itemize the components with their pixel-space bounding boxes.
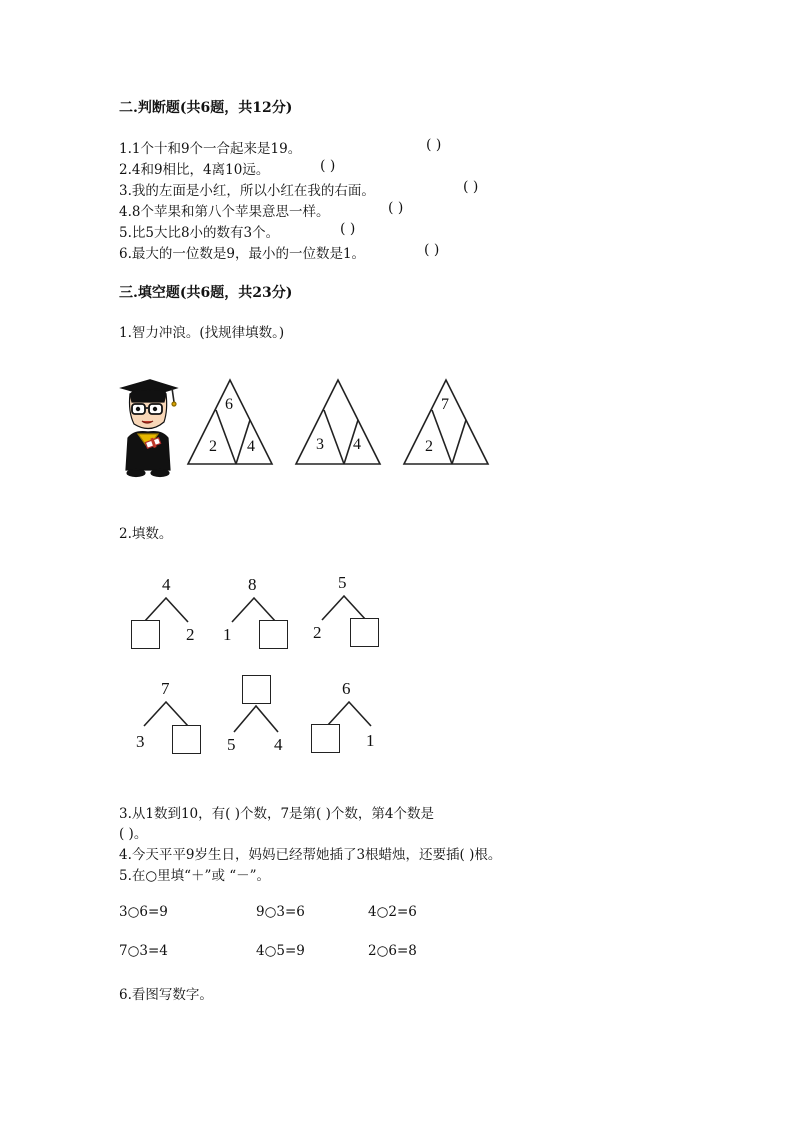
tree-5-top-answer-box[interactable] bbox=[242, 675, 271, 704]
triangle-3-top-number: 7 bbox=[441, 396, 449, 413]
tree-2-right-answer-box[interactable] bbox=[259, 620, 288, 649]
tree-3-left-number: 2 bbox=[313, 623, 322, 642]
q6-label: 6.看图写数字。 bbox=[119, 987, 213, 1003]
judge-item-2 bbox=[119, 158, 269, 178]
judge-item-2-text: 2.4和9相比，4离10远。 bbox=[119, 162, 270, 178]
judge-item-1-answer-blank[interactable]: ( ) bbox=[426, 137, 442, 153]
q5-equation-5[interactable]: 4○5=9 bbox=[256, 943, 305, 959]
section-3-title: 三.填空题(共6题，共23分) bbox=[119, 285, 293, 301]
judge-item-3 bbox=[119, 179, 375, 199]
q5-equation-4[interactable]: 7○3=4 bbox=[119, 943, 168, 959]
judge-item-6 bbox=[119, 242, 365, 262]
triangle-1-left-number: 2 bbox=[209, 438, 217, 455]
q3-line-2: ( )。 bbox=[119, 826, 148, 842]
tree-1-right-number: 2 bbox=[186, 625, 195, 644]
tree-1-left-answer-box[interactable] bbox=[131, 620, 160, 649]
triangle-1-right-number: 4 bbox=[247, 438, 255, 455]
q2-label: 2.填数。 bbox=[119, 526, 173, 542]
tree-5-left-number: 5 bbox=[227, 735, 236, 754]
tree-3-top-number: 5 bbox=[338, 573, 347, 592]
judge-item-2-answer-blank[interactable]: ( ) bbox=[320, 158, 336, 174]
judge-item-3-text: 3.我的左面是小红，所以小红在我的右面。 bbox=[119, 183, 375, 199]
tree-1-top-number: 4 bbox=[162, 575, 171, 594]
tree-2-left-number: 1 bbox=[223, 625, 232, 644]
triangle-puzzle-1 bbox=[186, 378, 282, 468]
tree-4-right-answer-box[interactable] bbox=[172, 725, 201, 754]
judge-item-4-text: 4.8个苹果和第八个苹果意思一样。 bbox=[119, 204, 330, 220]
q4-text: 4.今天平平9岁生日，妈妈已经帮她插了3根蜡烛，还要插( )根。 bbox=[119, 847, 502, 863]
tree-2-top-number: 8 bbox=[248, 575, 257, 594]
tree-6-right-number: 1 bbox=[366, 731, 375, 750]
q5-label: 5.在○里填“＋”或 “－”。 bbox=[119, 868, 271, 884]
graduate-cartoon-illustration bbox=[116, 378, 180, 478]
number-bond-tree-4 bbox=[140, 698, 200, 728]
triangle-3-left-number: 2 bbox=[425, 438, 433, 455]
judge-item-1-text: 1.1个十和9个一合起来是19。 bbox=[119, 141, 302, 157]
section-2-title: 二.判断题(共6题，共12分) bbox=[119, 100, 293, 116]
q3-line-1: 3.从1数到10，有( )个数，7是第( )个数，第4个数是 bbox=[119, 806, 434, 822]
tree-3-right-answer-box[interactable] bbox=[350, 618, 379, 647]
judge-item-6-text: 6.最大的一位数是9，最小的一位数是1。 bbox=[119, 246, 366, 262]
triangle-2-left-number: 3 bbox=[316, 436, 324, 453]
tree-5-right-number: 4 bbox=[274, 735, 283, 754]
tree-4-left-number: 3 bbox=[136, 732, 145, 751]
judge-item-5-answer-blank[interactable]: ( ) bbox=[340, 221, 356, 237]
q5-equation-1[interactable]: 3○6=9 bbox=[119, 904, 168, 920]
tree-6-left-answer-box[interactable] bbox=[311, 724, 340, 753]
tree-4-top-number: 7 bbox=[161, 679, 170, 698]
judge-item-4-answer-blank[interactable]: ( ) bbox=[388, 200, 404, 216]
q5-equation-2[interactable]: 9○3=6 bbox=[256, 904, 305, 920]
q5-equation-3[interactable]: 4○2=6 bbox=[368, 904, 417, 920]
tree-6-top-number: 6 bbox=[342, 679, 351, 698]
judge-item-1 bbox=[119, 137, 301, 157]
triangle-puzzle-2 bbox=[294, 378, 390, 468]
q5-equation-6[interactable]: 2○6=8 bbox=[368, 943, 417, 959]
triangle-1-top-number: 6 bbox=[225, 396, 233, 413]
judge-item-6-answer-blank[interactable]: ( ) bbox=[424, 242, 440, 258]
judge-item-4 bbox=[119, 200, 329, 220]
judge-item-5 bbox=[119, 221, 279, 241]
judge-item-5-text: 5.比5大比8小的数有3个。 bbox=[119, 225, 280, 241]
q1-label: 1.智力冲浪。(找规律填数。) bbox=[119, 325, 285, 341]
triangle-2-right-number: 4 bbox=[353, 436, 361, 453]
triangle-puzzle-3 bbox=[402, 378, 498, 468]
number-bond-tree-5 bbox=[230, 702, 290, 736]
judge-item-3-answer-blank[interactable]: ( ) bbox=[463, 179, 479, 195]
